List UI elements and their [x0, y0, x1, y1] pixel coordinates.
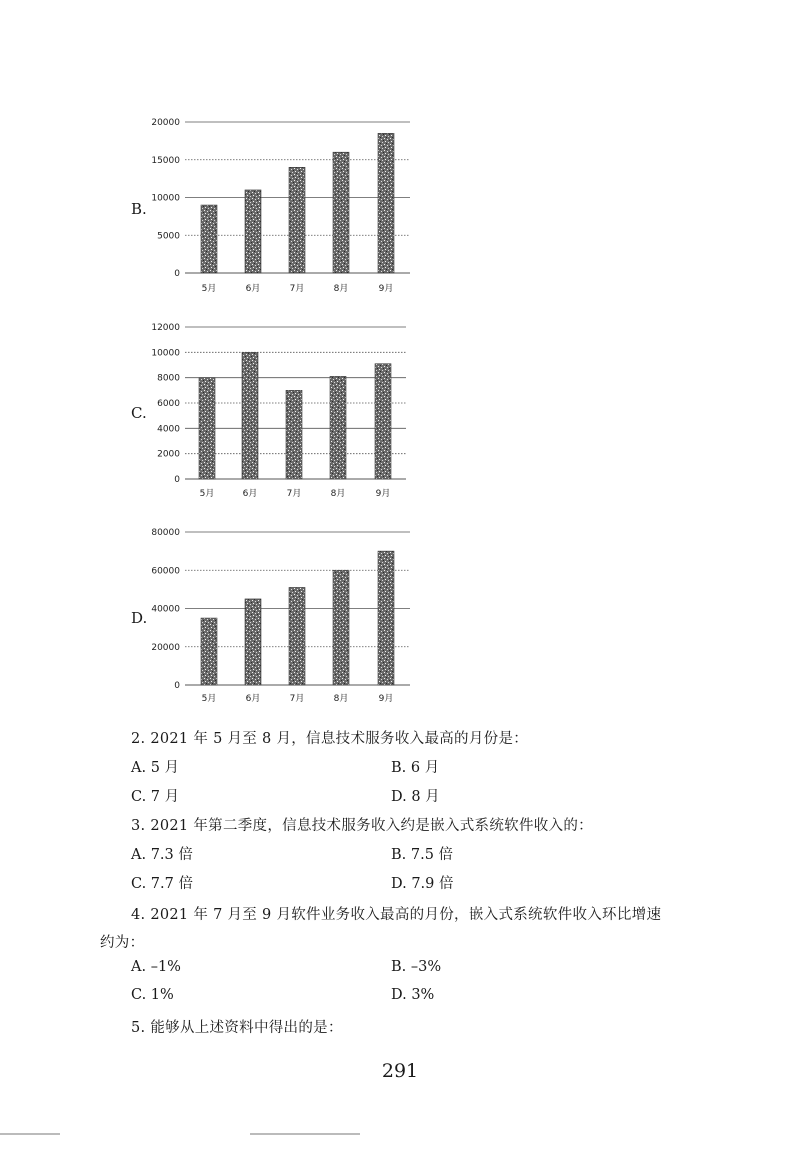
x-tick-label: 8月: [333, 694, 349, 704]
y-tick-label: 0: [174, 681, 180, 691]
x-tick-label: 7月: [289, 694, 305, 704]
y-tick-label: 0: [174, 269, 180, 279]
y-tick-label: 20000: [151, 118, 180, 128]
bar: [378, 551, 394, 685]
y-tick-label: 60000: [151, 566, 180, 577]
bar: [201, 618, 217, 685]
scan-artifact-right: [250, 1133, 360, 1135]
x-tick-label: 7月: [289, 284, 305, 294]
y-tick-label: 10000: [151, 193, 180, 204]
q3-option-b: B. 7.5 倍: [391, 847, 454, 863]
question-5-stem: 5. 能够从上述资料中得出的是：: [131, 1020, 343, 1036]
x-tick-label: 5月: [201, 284, 217, 294]
y-tick-label: 8000: [157, 373, 180, 384]
scan-artifact-left: [0, 1133, 60, 1135]
x-tick-label: 6月: [245, 284, 261, 294]
q2-option-d: D. 8 月: [391, 789, 440, 805]
q3-option-c: C. 7.7 倍: [131, 876, 193, 892]
x-tick-label: 6月: [245, 694, 261, 704]
q3-option-d: D. 7.9 倍: [391, 876, 454, 892]
y-tick-label: 40000: [151, 604, 180, 615]
y-tick-label: 80000: [151, 528, 180, 538]
y-tick-label: 6000: [157, 399, 180, 409]
x-tick-label: 9月: [375, 489, 391, 499]
bar: [289, 587, 305, 685]
x-tick-label: 6月: [242, 489, 258, 499]
question-2-stem: 2. 2021 年 5 月至 8 月，信息技术服务收入最高的月份是：: [131, 731, 529, 747]
x-tick-label: 9月: [378, 284, 394, 294]
bar: [333, 570, 349, 685]
x-tick-label: 7月: [286, 489, 302, 499]
q2-option-c: C. 7 月: [131, 789, 180, 805]
q4-option-d: D. 3%: [391, 987, 435, 1003]
x-tick-label: 8月: [333, 284, 349, 294]
y-tick-label: 10000: [151, 348, 180, 359]
q3-option-a: A. 7.3 倍: [131, 847, 193, 863]
x-tick-label: 8月: [330, 489, 346, 499]
page-number: 291: [381, 1060, 419, 1082]
x-tick-label: 5月: [199, 489, 215, 499]
q2-option-a: A. 5 月: [131, 760, 180, 776]
y-tick-label: 0: [174, 475, 180, 485]
bar: [245, 599, 261, 685]
option-label-c: C.: [131, 404, 147, 422]
y-tick-label: 20000: [151, 642, 180, 653]
option-label-b: B.: [131, 200, 147, 218]
option-label-d: D.: [131, 609, 148, 627]
y-tick-label: 5000: [157, 231, 180, 242]
q4-option-a: A. –1%: [131, 959, 181, 975]
question-4-stem: 4. 2021 年 7 月至 9 月软件业务收入最高的月份，嵌入式系统软件收入环比增速: [131, 907, 662, 923]
y-tick-label: 15000: [151, 155, 180, 166]
q4-option-c: C. 1%: [131, 987, 174, 1003]
q4-option-b: B. –3%: [391, 959, 442, 975]
y-tick-label: 12000: [151, 323, 180, 333]
y-tick-label: 4000: [157, 424, 180, 435]
q2-option-b: B. 6 月: [391, 760, 440, 776]
x-tick-label: 5月: [201, 694, 217, 704]
x-tick-label: 9月: [378, 694, 394, 704]
y-tick-label: 2000: [157, 449, 180, 460]
question-3-stem: 3. 2021 年第二季度，信息技术服务收入约是嵌入式系统软件收入的：: [131, 818, 593, 834]
question-4-stem-continued: 约为：: [100, 935, 145, 951]
